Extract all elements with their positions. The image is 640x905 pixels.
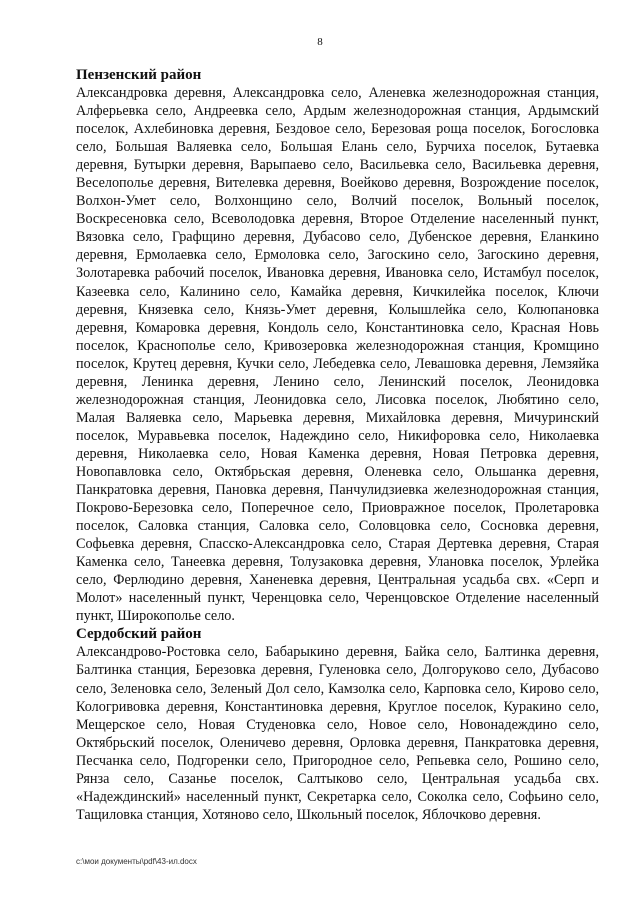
section-penza [76,66,599,625]
document-content [76,66,599,824]
section-body: Александрово-Ростовка село, Бабарыкино деревня, Байка село, Балтинка деревня, Балтинка станция, Березовка деревня, Гуленовка село, Долгоруково село, Дубасово село, Зеленовка село, Зеленый Дол село, Камзолка село, Карповка село, Кирово село, Кологривовка деревня, Константиновка деревня, Круглое поселок, Куракино село, Мещерское село, Новая Студеновка село, Новое село, Новонадеждино село, Октябрьский поселок, Оленичево деревня, Орловка деревня, Панкратовка деревня, Песчанка село, Подгоренки село, Пригородное село, Репьевка село, Рошино село, Рянза село, Сазанье поселок, Салтыково село, Центральная усадьба свх. «Надеждинский» населенный пункт, Секретарка село, Соколка село, Софьино село, Тащиловка станция, Хотяново село, Школьный поселок, Яблочково деревня. [76,644,599,823]
page-number: 8 [317,36,323,48]
section-serdobsk [76,625,599,823]
section-heading: Пензенский район [76,67,202,83]
section-heading: Сердобский район [76,626,202,643]
footer-file-path: c:\мои документы\pdf\43-ил.docx [76,857,197,866]
section-body: Александровка деревня, Александровка село, Аленевка железнодорожная станция, Алферьевка село, Андреевка село, Ардым железнодорожная станция, Ардымский поселок, Ахлебиновка деревня, Бездовое село, Березовая роща поселок, Богословка село, Большая Валяевка село, Большая Елань село, Бурчиха поселок, Бутаевка деревня, Бутырки деревня, Варыпаево село, Васильевка село, Васильевка деревня, Веселополье деревня, Вителевка деревня, Воейково деревня, Возрождение поселок, Волхон-Умет село, Волхонщино село, Волчий поселок, Вольный поселок, Воскресеновка село, Всеволодовка деревня, Второе Отделение населенный пункт, Вязовка село, Графщино деревня, Дубасово село, Дубенское деревня, Еланкино деревня, Ермолаевка село, Ермоловка село, Загоскино село, Загоскино деревня, Золотаревка рабочий поселок, Ивановка деревня, Ивановка село, Истамбул поселок, Казеевка село, Калинино село, Камайка деревня, Кичкилейка поселок, Ключи деревня, Князевка село, Князь-Умет деревня, Колышлейка село, Колюпановка деревня, Комаровка деревня, Кондоль село, Константиновка село, Красная Новь поселок, Краснополье село, Кривозеровка железнодорожная станция, Кромщино поселок, Крутец деревня, Кучки село, Лебедевка село, Левашовка деревня, Лемзяйка деревня, Ленинка деревня, Ленино село, Ленинский поселок, Леонидовка железнодорожная станция, Леонидовка село, Лисовка поселок, Любятино село, Малая Валяевка село, Марьевка деревня, Михайловка деревня, Мичуринский поселок, Муравьевка поселок, Надеждино село, Никифоровка село, Николаевка деревня, Николаевка село, Новая Каменка деревня, Новая Петровка деревня, Новопавловка село, Октябрьская деревня, Оленевка село, Ольшанка деревня, Панкратовка деревня, Пановка деревня, Панчулидзиевка железнодорожная станция, Покрово-Березовка село, Поперечное село, Приовражное поселок, Пролетаровка поселок, Саловка станция, Саловка село, Соловцовка село, Сосновка деревня, Софьевка деревня, Спасско-Александровка село, Старая Дертевка деревня, Старая Каменка село, Танеевка деревня, Толузаковка деревня, Улановка поселок, Урлейка село, Ферлюдино деревня, Ханеневка деревня, Центральная усадьба свх. «Серп и Молот» населенный пункт, Черенцовка село, Черенцовское Отделение населенный пункт, Широкополье село. [76,85,599,625]
